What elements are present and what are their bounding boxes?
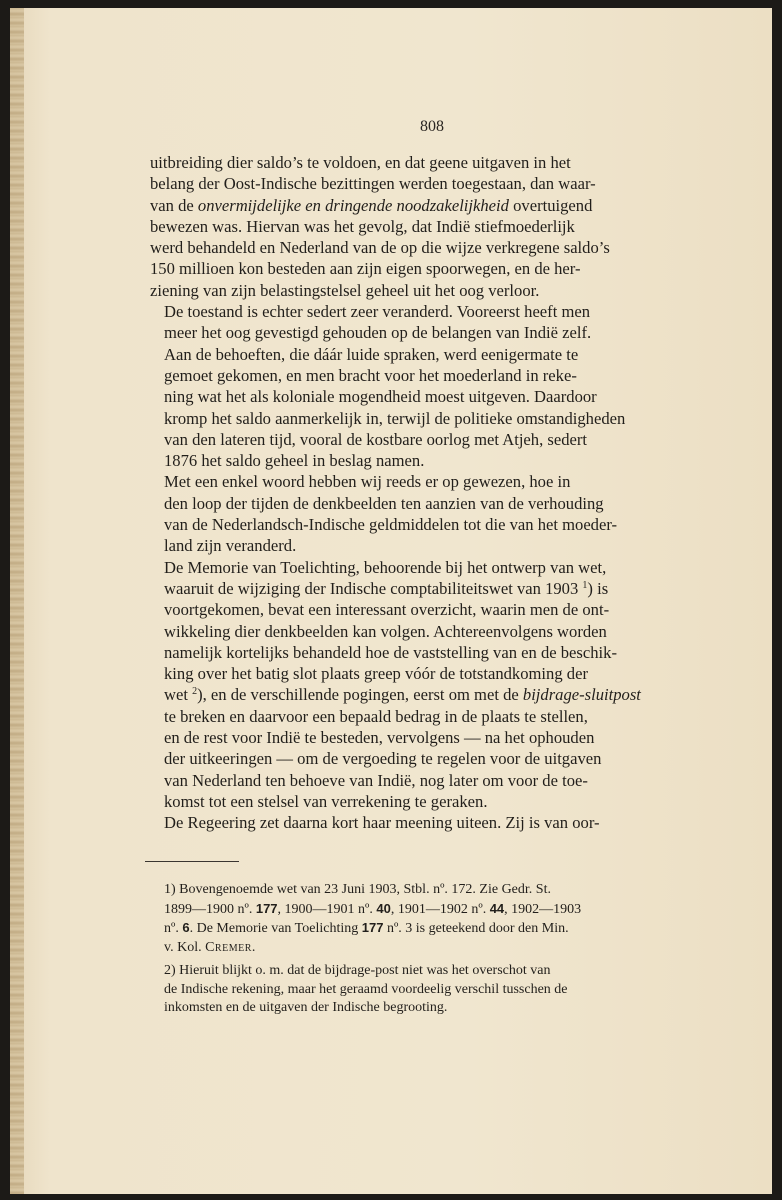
text-line: ning wat het als koloniale mogendheid moest uitgeven. Daardoor [164,387,597,407]
text-run: overtuigend [508,195,593,215]
text-line: wikkeling dier denkbeelden kan volgen. Achtereenvolgens worden [164,621,607,641]
paragraph [150,152,695,301]
text-run: . [251,940,256,956]
footnote-marker: 1 [582,579,588,591]
italic-run: bijdrage-sluitpost [522,685,641,705]
text-line [150,939,695,958]
text-line: van den lateren tijd, vooral de kostbare oorlog met Atjeh, sedert [164,429,588,449]
text-line: ziening van zijn belastingstelsel geheel uit het oog verloor. [150,280,540,300]
text-line [150,900,695,920]
text-line [150,578,695,599]
text-line: de Indische rekening, maar het geraamd voordeelig verschil tusschen de [164,981,568,997]
smallcaps-run: Cremer [205,940,252,956]
paragraph [150,471,695,556]
text-run: , 1902—1903 [504,901,582,917]
text-line [150,195,695,216]
text-run: nº. [164,921,183,937]
text-line: meer het oog gevestigd gehouden op de belangen van Indië zelf. [164,323,592,343]
text-line: en de rest voor Indië te besteden, vervolgens — na het ophouden [164,728,595,748]
text-line: De toestand is echter sedert zeer veranderd. Vooreerst heeft men [164,302,591,322]
text-line: De Memorie van Toelichting, behoorende bij het ontwerp van wet, [164,557,607,577]
text-run: v. Kol. [164,940,206,956]
text-line: der uitkeeringen — om de vergoeding te regelen voor de uitgaven [164,749,602,769]
text-line [150,919,695,939]
text-run: waaruit de wijziging der Indische comptabiliteitswet van 1903 [164,578,583,598]
text-line: te breken en daarvoor een bepaald bedrag in de plaats te stellen, [164,706,588,726]
page-number: 808 [420,118,444,135]
text-run: , 1900—1901 nº. [277,901,377,917]
paragraph [150,812,695,833]
text-line: namelijk kortelijks behandeld hoe de vaststelling van en de beschik- [164,642,617,662]
footnote-separator [145,861,239,862]
text-line: belang der Oost-Indische bezittingen werden toegestaan, dan waar- [150,174,596,194]
footnote-marker: 2 [192,686,198,698]
text-line: van de Nederlandsch-Indische geldmiddelen tot die van het moeder- [164,515,618,535]
italic-run: onvermijdelijke en dringende noodzakelijkheid [197,195,509,215]
text-line: Aan de behoeften, die dáár luide spraken, werd eenigermate te [164,344,579,364]
text-line: Met een enkel woord hebben wij reeds er op gewezen, hoe in [164,472,571,492]
text-run: . De Memorie van Toelichting [189,921,362,937]
text-run: ) is [587,578,609,598]
bold-run: 44 [489,900,505,916]
footnote [150,962,695,1018]
text-line: inkomsten en de uitgaven der Indische begrooting. [164,1000,448,1016]
text-line: den loop der tijden de denkbeelden ten aanzien van de verhouding [164,493,604,513]
body-text [150,152,695,834]
text-run: , 1901—1902 nº. [390,901,490,917]
page-spine-edge [10,8,24,1194]
text-line: land zijn veranderd. [164,536,297,556]
text-line: bewezen was. Hiervan was het gevolg, dat Indië stiefmoederlijk [150,216,575,236]
paragraph [150,557,695,813]
bold-run: 6 [182,920,190,936]
text-line: 1876 het saldo geheel in beslag namen. [164,451,425,471]
text-line: 1) Bovengenoemde wet van 23 Juni 1903, Stbl. nº. 172. Zie Gedr. St. [164,882,551,897]
text-line: werd behandeld en Nederland van de op die wijze verkregene saldo’s [150,238,610,258]
text-run: ), en de verschillende pogingen, eerst om met de [197,685,523,705]
text-line: uitbreiding dier saldo’s te voldoen, en dat geene uitgaven in het [150,153,571,172]
paragraph [150,301,695,471]
text-run: nº. 3 is geteekend door den Min. [383,921,569,937]
bold-run: 40 [376,900,391,916]
text-line [150,684,695,705]
footnote [150,881,695,958]
text-line: De Regeering zet daarna kort haar meening uiteen. Zij is van oor- [164,813,600,833]
text-run: 1899—1900 nº. [164,901,256,917]
text-line: kromp het saldo aanmerkelijk in, terwijl de politieke omstandigheden [164,408,626,428]
text-line: van Nederland ten behoeve van Indië, nog later om voor de toe- [164,770,588,790]
footnotes [150,881,695,1022]
text-run: wet [164,685,193,705]
text-line: voortgekomen, bevat een interessant overzicht, waarin men de ont- [164,600,610,620]
text-line: 150 millioen kon besteden aan zijn eigen spoorwegen, en de her- [150,259,581,279]
bold-run: 177 [361,920,384,936]
text-run: van de [150,195,198,215]
text-line: gemoet gekomen, en men bracht voor het moederland in reke- [164,365,577,385]
text-line: 2) Hieruit blijkt o. m. dat de bijdrage-post niet was het overschot van [164,962,551,978]
text-line: komst tot een stelsel van verrekening te geraken. [164,791,488,811]
bold-run: 177 [255,900,278,916]
text-line: king over het batig slot plaats greep vóór de totstandkoming der [164,664,588,684]
